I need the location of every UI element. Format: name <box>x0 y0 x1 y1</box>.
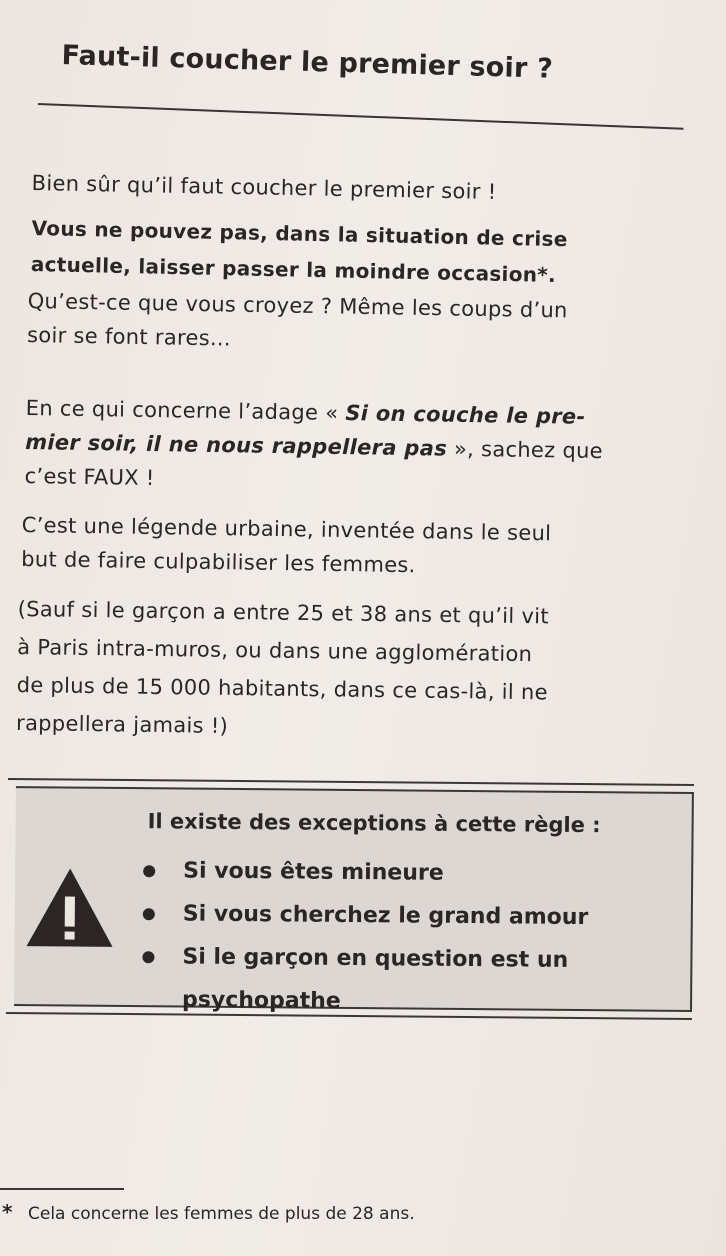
callout-title: Il existe des exceptions à cette règle : <box>147 809 601 838</box>
warning-icon <box>25 866 116 949</box>
bullet-icon <box>142 951 154 963</box>
paragraph-adage <box>24 391 603 502</box>
bullet-icon <box>143 865 155 877</box>
exception-item-label: Si vous êtes mineure <box>183 858 444 886</box>
paragraph-adage-line-3: c’est FAUX ! <box>24 463 155 491</box>
paragraph-crisis-line-2: actuelle, laisser passer la moindre occasion*. <box>30 251 557 287</box>
paragraph-legend-line-1: C’est une légende urbaine, inventée dans le seul <box>21 512 552 546</box>
page-title: Faut-il coucher le premier soir ? <box>61 40 554 85</box>
exception-item-minor <box>143 849 589 896</box>
title-divider <box>38 103 684 130</box>
paragraph-exception-line-3: de plus de 15 000 habitants, dans ce cas-là, il ne <box>16 672 548 705</box>
paragraph-exception <box>16 590 549 749</box>
exception-item-true-love <box>143 892 589 939</box>
adage-suffix: », sachez que <box>446 436 604 464</box>
paragraph-exception-line-4: rappellera jamais !) <box>15 710 229 738</box>
paragraph-rare-line-2: soir se font rares... <box>26 322 232 351</box>
adage-quote-part-1: Si on couche le pre- <box>345 401 586 429</box>
footnote-divider <box>0 1188 124 1190</box>
bullet-icon <box>143 908 155 920</box>
adage-quote-part-2: mier soir, il ne nous rappellera pas <box>25 429 448 461</box>
paragraph-exception-line-1: (Sauf si le garçon a entre 25 et 38 ans et qu’il vit <box>17 596 550 629</box>
paragraph-legend-line-2: but de faire culpabiliser les femmes. <box>21 546 416 578</box>
paragraph-crisis-line-1: Vous ne pouvez pas, dans la situation de crise <box>31 215 568 252</box>
callout-panel <box>14 786 694 1012</box>
exception-item-label: Si le garçon en question est un <box>182 944 569 973</box>
adage-prefix: En ce qui concerne l’adage « <box>25 395 346 426</box>
paragraph-rare-line-1: Qu’est-ce que vous croyez ? Même les coups d’un <box>27 288 568 323</box>
exceptions-callout <box>6 778 694 1020</box>
paragraph-legend <box>21 508 552 584</box>
exception-item-psychopath <box>142 935 588 1025</box>
footnote-marker: * <box>2 1200 13 1224</box>
footnote-text: Cela concerne les femmes de plus de 28 ans. <box>28 1204 415 1224</box>
exception-item-label-continued: psychopathe <box>181 987 341 1014</box>
exceptions-list <box>142 849 589 1025</box>
paragraph-intro: Bien sûr qu’il faut coucher le premier soir ! <box>31 170 497 204</box>
paragraph-crisis <box>30 210 567 293</box>
exception-item-label: Si vous cherchez le grand amour <box>182 901 589 931</box>
paragraph-rare <box>27 284 568 361</box>
paragraph-exception-line-2: à Paris intra-muros, ou dans une agglomération <box>17 634 533 667</box>
